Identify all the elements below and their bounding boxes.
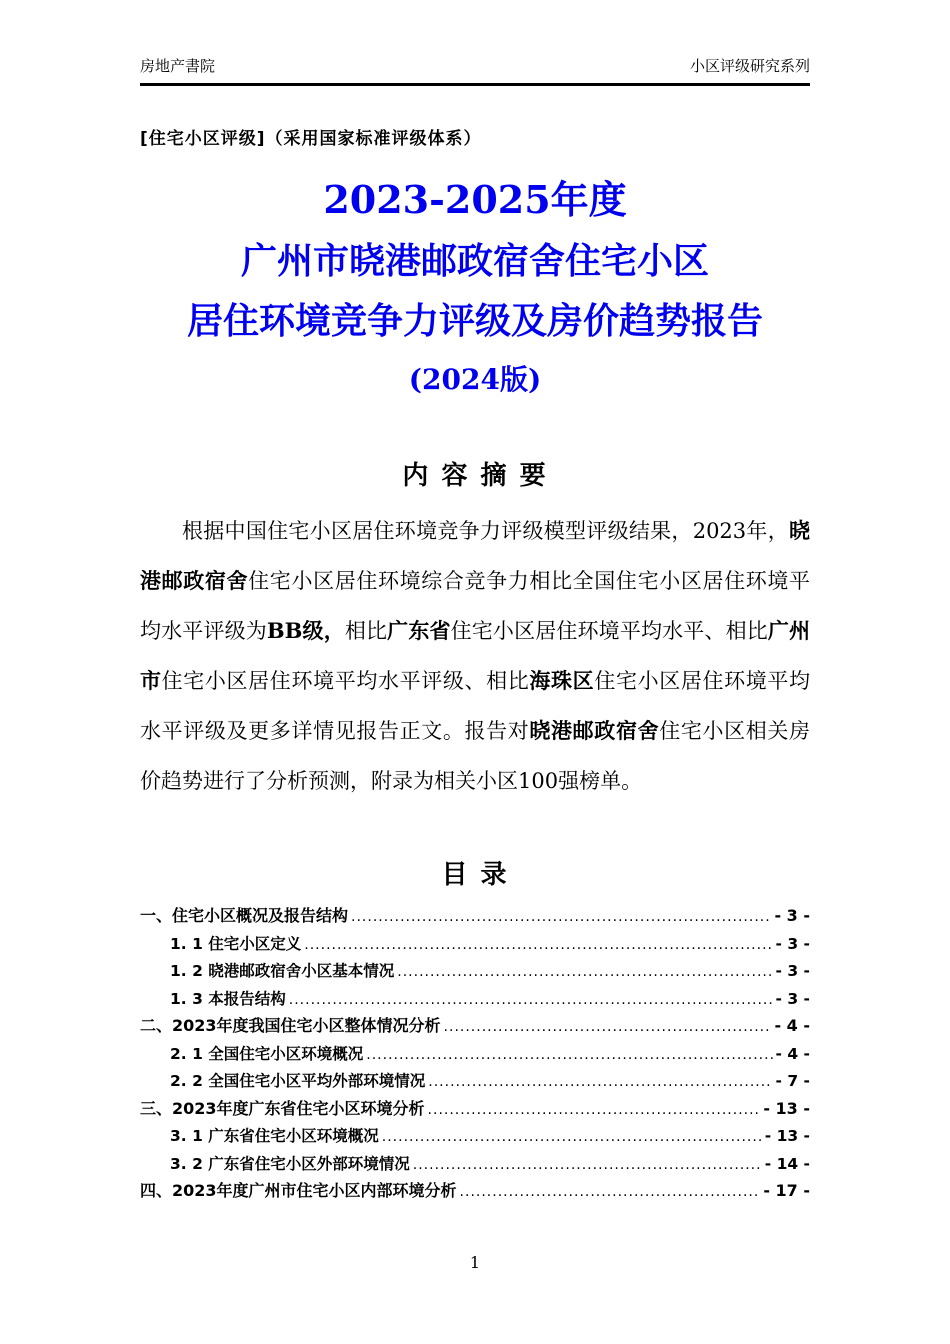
summary-bold-term: 广州市	[140, 618, 811, 693]
summary-bold-term: 海珠区	[529, 668, 595, 693]
toc-item[interactable]	[140, 1178, 810, 1206]
title-line-community: 广州市晓港邮政宿舍住宅小区	[240, 240, 709, 282]
summary-bold-term: 晓港邮政宿舍	[140, 518, 810, 593]
toc-entry-label: 1. 1 住宅小区定义	[170, 934, 302, 953]
toc-page-number: - 17 -	[763, 1181, 810, 1200]
toc-page-number: - 7 -	[775, 1072, 810, 1090]
summary-text: 根据中国住宅小区居住环境竞争力评级模型评级结果，2023年，	[182, 519, 789, 543]
toc-entry-label: 二、2023年度我国住宅小区整体情况分析	[140, 1016, 441, 1035]
report-title	[140, 169, 810, 409]
toc-list	[140, 903, 810, 1206]
toc-dot-leader	[351, 903, 771, 931]
toc-page-number: - 14 -	[764, 1154, 810, 1173]
summary-heading: 内 容 摘 要	[402, 461, 548, 491]
toc-item[interactable]	[140, 903, 810, 931]
toc-item[interactable]	[140, 1151, 810, 1179]
toc-page-number: - 3 -	[774, 906, 810, 925]
summary-text: 相比	[344, 619, 388, 643]
toc-dot-leader	[428, 1096, 761, 1124]
title-line-edition: (2024版)	[408, 363, 542, 396]
toc-dot-leader	[366, 1041, 772, 1069]
page-number: 1	[469, 1253, 481, 1272]
toc-dot-leader	[382, 1123, 762, 1151]
rating-system-label: [住宅小区评级]（采用国家标准评级体系）	[140, 129, 482, 149]
toc-entry-label: 1. 3 本报告结构	[170, 989, 286, 1008]
toc-item[interactable]	[140, 1123, 810, 1151]
summary-text: 住宅小区居住环境平均水平评级及更多详情见报告正文。报告对	[140, 669, 811, 743]
toc-entry-label: 一、住宅小区概况及报告结构	[140, 906, 349, 925]
toc-page-number: - 4 -	[774, 1016, 810, 1035]
toc-dot-leader	[289, 986, 773, 1014]
title-line-report: 居住环境竞争力评级及房价趋势报告	[186, 300, 763, 342]
toc-dot-leader	[413, 1151, 762, 1179]
toc-dot-leader	[460, 1178, 761, 1206]
toc-entry-label: 三、2023年度广东省住宅小区环境分析	[140, 1098, 425, 1118]
toc-item[interactable]	[140, 931, 810, 959]
toc-item[interactable]	[140, 986, 810, 1014]
toc-page-number: - 13 -	[763, 1098, 810, 1118]
toc-heading: 目 录	[441, 860, 509, 890]
toc-entry-label: 3. 1 广东省住宅小区环境概况	[170, 1127, 379, 1145]
header-left-text: 房地产書院	[140, 57, 216, 75]
toc-item[interactable]	[140, 1041, 810, 1069]
toc-page-number: - 3 -	[775, 934, 810, 953]
toc-entry-label: 2. 2 全国住宅小区平均外部环境情况	[170, 1072, 426, 1090]
toc-entry-label: 3. 2 广东省住宅小区外部环境情况	[170, 1154, 410, 1173]
summary-bold-term: 广东省	[387, 618, 451, 643]
toc-entry-label: 四、2023年度广州市住宅小区内部环境分析	[140, 1181, 457, 1200]
page-header	[140, 55, 810, 86]
summary-bold-term: 晓港邮政宿舍	[529, 718, 660, 743]
toc-page-number: - 13 -	[764, 1127, 810, 1145]
summary-text: 住宅小区居住环境平均水平评级、相比	[161, 669, 530, 693]
toc-entry-label: 2. 1 全国住宅小区环境概况	[170, 1044, 364, 1063]
toc-dot-leader	[397, 958, 772, 986]
title-line-year: 2023-2025年度	[323, 177, 627, 222]
summary-bold-term: BB级，	[266, 618, 345, 643]
summary-text: 住宅小区居住环境平均水平、相比	[450, 619, 768, 643]
toc-dot-leader	[428, 1068, 772, 1096]
toc-dot-leader	[304, 931, 772, 959]
toc-dot-leader	[444, 1013, 772, 1041]
summary-paragraph	[140, 506, 810, 806]
toc-item[interactable]	[140, 1096, 810, 1124]
toc-item[interactable]	[140, 1068, 810, 1096]
toc-item[interactable]	[140, 1013, 810, 1041]
toc-page-number: - 4 -	[775, 1044, 810, 1063]
toc-item[interactable]	[140, 958, 810, 986]
summary-text: 住宅小区居住环境综合竞争力相比全国住宅小区居住环境平均水平评级为	[140, 569, 811, 643]
toc-page-number: - 3 -	[775, 962, 810, 980]
header-right-text: 小区评级研究系列	[689, 57, 810, 75]
toc-page-number: - 3 -	[775, 989, 810, 1008]
toc-entry-label: 1. 2 晓港邮政宿舍小区基本情况	[170, 962, 395, 980]
summary-text: 住宅小区相关房价趋势进行了分析预测，附录为相关小区100强榜单。	[140, 719, 811, 793]
